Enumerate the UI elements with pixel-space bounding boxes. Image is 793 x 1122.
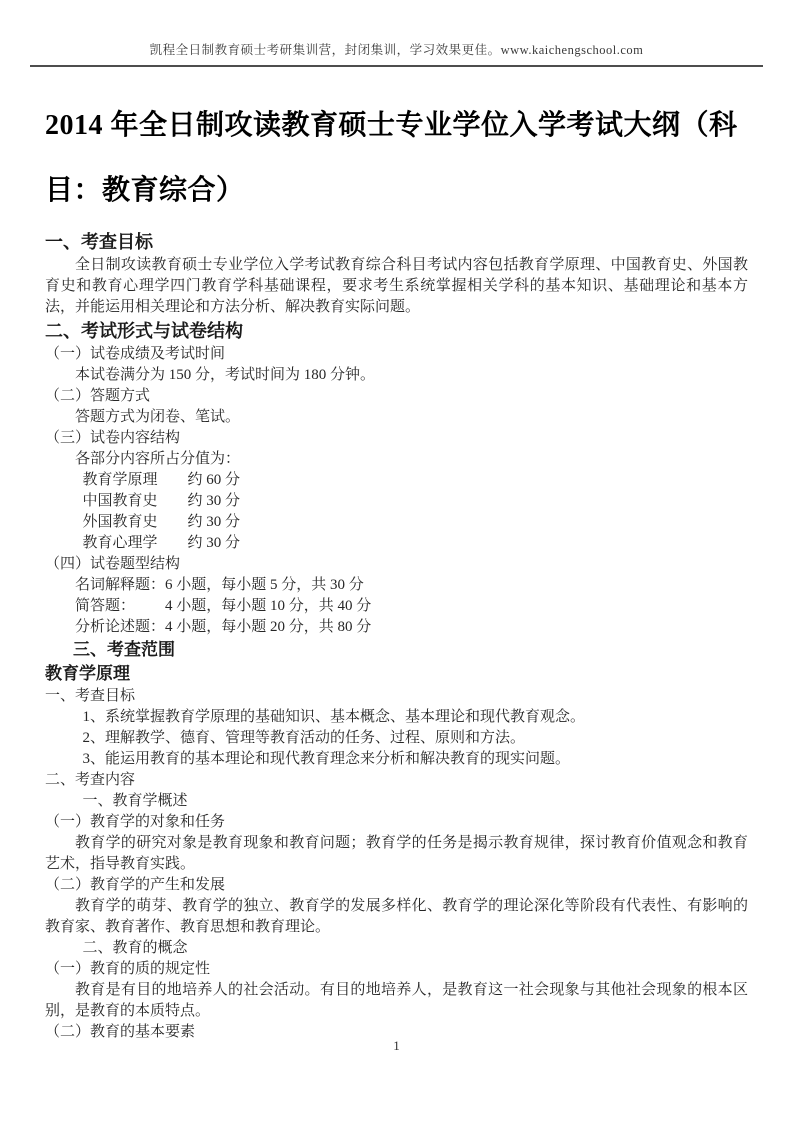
subject-heading-pedagogy: 教育学原理 (45, 664, 130, 683)
pedagogy-goal-3: 3、能运用教育的基本理论和现代教育理念来分析和解决教育的现实问题。 (82, 751, 571, 767)
section-heading-exam-structure: 二、考试形式与试卷结构 (45, 321, 243, 341)
pedagogy-goal-1: 1、系统掌握教育学原理的基础知识、基本概念、基本理论和现代教育观念。 (82, 709, 586, 725)
line-value: 约 30 分 (187, 493, 241, 509)
paragraph-object-task: 教育学的研究对象是教育现象和教育问题；教育学的任务是揭示教育规律，探讨教育价值观念和教育艺术，指导教育实践。 (45, 835, 748, 872)
page-header-text: 凯程全日制教育硕士考研集训营，封闭集训，学习效果更佳。www.kaichengschool.com (149, 43, 644, 57)
pedagogy-content-heading: 二、考查内容 (45, 772, 136, 788)
qtype-row-analysis-essay (45, 617, 748, 638)
page-number: 1 (393, 1038, 400, 1053)
line-label: 教育学原理 (82, 472, 158, 488)
subsection-question-types: （四）试卷题型结构 (45, 556, 181, 572)
qtype-row-short-answer (45, 596, 748, 617)
line-value: 4 小题，每小题 10 分，共 40 分 (165, 598, 372, 614)
line-label: 外国教育史 (82, 514, 158, 530)
paragraph-qualitative-nature: 教育是有目的地培养人的社会活动。有目的地培养人，是教育这一社会现象与其他社会现象的根本区别，是教育的本质特点。 (45, 982, 748, 1019)
subtopic-qualitative-nature: （一）教育的质的规定性 (45, 961, 211, 977)
paragraph-exam-goals: 全日制攻读教育硕士专业学位入学考试教育综合科目考试内容包括教育学原理、中国教育史、外国教育史和教育心理学四门教育学科基础课程，要求考生系统掌握相关学科的基本知识、基础理论和基本方法，并能运用相关理论和方法分析、解决教育实际问题。 (45, 257, 748, 315)
subtopic-object-task: （一）教育学的对象和任务 (45, 814, 226, 830)
topic-pedagogy-overview: 一、教育学概述 (82, 793, 188, 809)
subtopic-origin-development: （二）教育学的产生和发展 (45, 877, 226, 893)
document-body (45, 229, 748, 1043)
line-value: 约 30 分 (187, 535, 241, 551)
line-value: 约 60 分 (187, 472, 241, 488)
detail-content-structure-intro: 各部分内容所占分值为： (75, 451, 241, 467)
line-label: 分析论述题： (75, 619, 166, 635)
line-label: 名词解释题： (75, 577, 166, 593)
score-row-chinese-edu-history (45, 491, 748, 512)
subtopic-basic-elements: （二）教育的基本要素 (45, 1024, 196, 1040)
pedagogy-goal-2: 2、理解教学、德育、管理等教育活动的任务、过程、原则和方法。 (82, 730, 526, 746)
subsection-content-structure: （三）试卷内容结构 (45, 430, 181, 446)
line-value: 4 小题，每小题 20 分，共 80 分 (165, 619, 372, 635)
section-heading-exam-scope: 三、考查范围 (73, 640, 175, 659)
topic-education-concept: 二、教育的概念 (82, 940, 188, 956)
detail-answer-mode: 答题方式为闭卷、笔试。 (75, 409, 241, 425)
score-row-pedagogy (45, 470, 748, 491)
score-row-edu-psychology (45, 533, 748, 554)
subsection-score-time: （一）试卷成绩及考试时间 (45, 346, 226, 362)
paragraph-origin-development: 教育学的萌芽、教育学的独立、教育学的发展多样化、教育学的理论深化等阶段有代表性、有影响的教育家、教育著作、教育思想和教育理论。 (45, 898, 748, 935)
line-label: 中国教育史 (82, 493, 158, 509)
detail-score-time: 本试卷满分为 150 分，考试时间为 180 分钟。 (75, 367, 376, 383)
line-value: 6 小题，每小题 5 分，共 30 分 (165, 577, 364, 593)
document-title: 2014 年全日制攻读教育硕士专业学位入学考试大纲（科目：教育综合） (45, 110, 738, 206)
qtype-row-term-explanation (45, 575, 748, 596)
line-label: 简答题： (75, 598, 136, 614)
subsection-answer-mode: （二）答题方式 (45, 388, 151, 404)
header-divider (30, 65, 763, 67)
score-row-foreign-edu-history (45, 512, 748, 533)
line-label: 教育心理学 (82, 535, 158, 551)
pedagogy-goals-heading: 一、考查目标 (45, 688, 136, 704)
section-heading-exam-goals: 一、考查目标 (45, 232, 153, 252)
line-value: 约 30 分 (187, 514, 241, 530)
